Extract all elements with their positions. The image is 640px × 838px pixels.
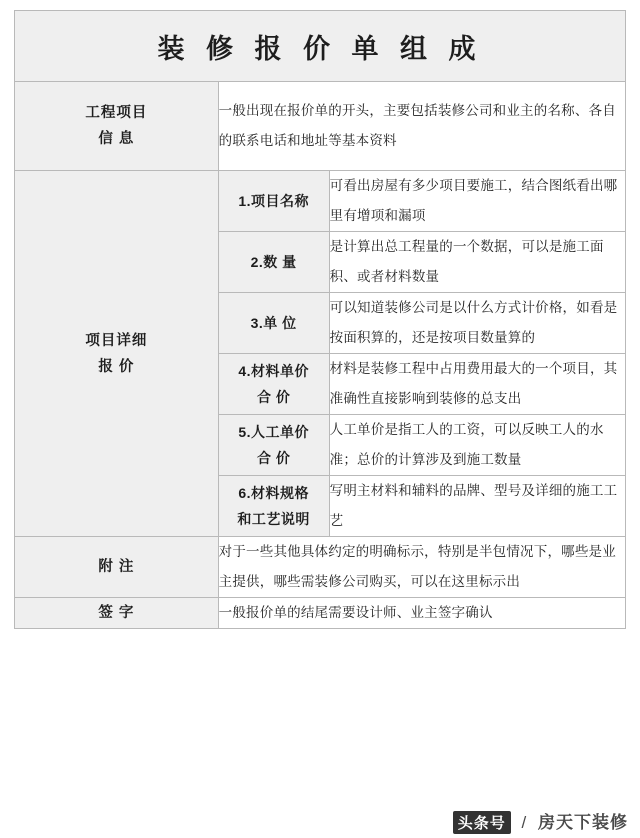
- watermark: [453, 808, 628, 834]
- item-name-line: 和工艺说明: [237, 511, 310, 527]
- list-item: [219, 476, 625, 537]
- project-info-description: 一般出现在报价单的开头，主要包括装修公司和业主的名称、各自的联系电话和地址等基本资料: [218, 82, 625, 171]
- item-name-quantity: [219, 232, 330, 293]
- list-item: [219, 354, 625, 415]
- detail-inner-table: [219, 171, 625, 536]
- list-item: [219, 415, 625, 476]
- item-description: 可以知道装修公司是以什么方式计价格，如看是按面积算的，还是按项目数量算的: [329, 293, 625, 354]
- watermark-separator: /: [521, 813, 528, 832]
- row-label-line: 附 注: [98, 559, 135, 575]
- item-description: 人工单价是指工人的工资，可以反映工人的水准；总价的计算涉及到施工数量: [329, 415, 625, 476]
- item-description: 材料是装修工程中占用费用最大的一个项目，其准确性直接影响到装修的总支出: [329, 354, 625, 415]
- item-name-unit: [219, 293, 330, 354]
- item-name-line: 合 价: [256, 389, 291, 405]
- signature-description: 一般报价单的结尾需要设计师、业主签字确认: [218, 598, 625, 629]
- item-description: 是计算出总工程量的一个数据，可以是施工面积、或者材料数量: [329, 232, 625, 293]
- item-description: 写明主材料和辅料的品牌、型号及详细的施工工艺: [329, 476, 625, 537]
- row-label-line: 工程项目: [85, 105, 148, 121]
- row-label-signature: [15, 598, 219, 629]
- watermark-text: 房天下装修: [538, 813, 628, 832]
- item-name-line: 5.人工单价: [238, 424, 309, 440]
- item-name-project-name: [219, 171, 330, 232]
- item-name-line: 1.项目名称: [238, 193, 309, 209]
- table-row: [15, 598, 626, 629]
- row-label-line: 项目详细: [85, 332, 148, 349]
- list-item: [219, 232, 625, 293]
- list-item: [219, 171, 625, 232]
- page-title: 装 修 报 价 单 组 成: [15, 11, 626, 82]
- row-label-line: 报 价: [98, 358, 135, 375]
- watermark-badge: 头条号: [453, 811, 511, 834]
- row-label-line: 信 息: [98, 131, 135, 147]
- item-name-material-price: [219, 354, 330, 415]
- item-name-line: 3.单 位: [250, 315, 297, 331]
- quotation-composition-table: [14, 10, 626, 629]
- item-name-line: 合 价: [256, 450, 291, 466]
- item-description: 可看出房屋有多少项目要施工，结合图纸看出哪里有增项和漏项: [329, 171, 625, 232]
- table-row: [15, 82, 626, 171]
- row-label-line: 签 字: [98, 605, 135, 621]
- item-name-material-spec: [219, 476, 330, 537]
- item-name-labor-price: [219, 415, 330, 476]
- table-row: [15, 537, 626, 598]
- detailed-quotation-items: [218, 171, 625, 537]
- row-label-project-info: [15, 82, 219, 171]
- item-name-line: 2.数 量: [250, 254, 297, 270]
- item-name-line: 4.材料单价: [238, 363, 309, 379]
- list-item: [219, 293, 625, 354]
- remarks-description: 对于一些其他具体约定的明确标示，特别是半包情况下，哪些是业主提供，哪些需装修公司购买，可以在这里标示出: [218, 537, 625, 598]
- row-label-remarks: [15, 537, 219, 598]
- item-name-line: 6.材料规格: [238, 485, 309, 501]
- title-row: [15, 11, 626, 82]
- row-label-detailed-quotation: [15, 171, 219, 537]
- table-row: [15, 171, 626, 537]
